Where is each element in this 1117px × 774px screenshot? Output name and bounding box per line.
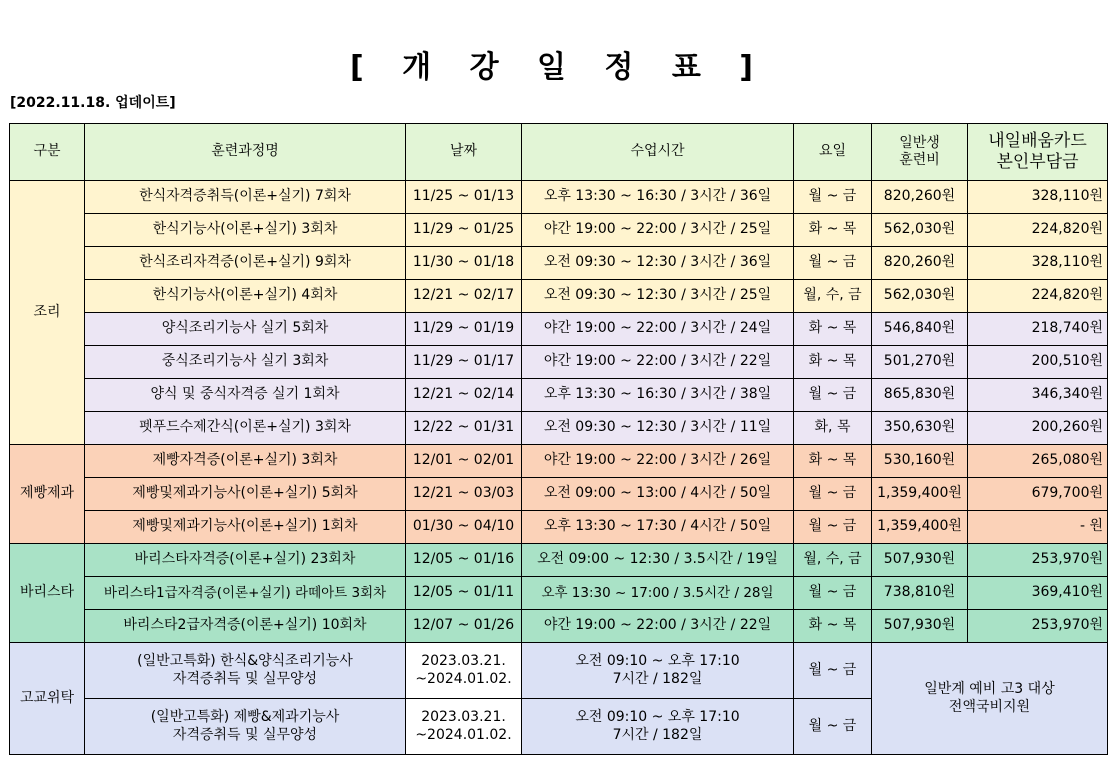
course-fee: 820,260원 [872, 247, 968, 280]
course-card: 200,260원 [968, 412, 1108, 445]
school-time-line2: 7시간 / 182일 [612, 670, 703, 687]
course-fee: 562,030원 [872, 280, 968, 313]
school-course-line1: (일반고특화) 한식&양식조리기능사 [137, 653, 353, 669]
table-row [10, 379, 1108, 412]
school-date-line1: 2023.03.21. [421, 709, 506, 725]
header-date: 날짜 [406, 124, 522, 181]
course-card: 218,740원 [968, 313, 1108, 346]
school-course-line2: 자격증취득 및 실무양성 [172, 726, 318, 743]
course-card: 253,970원 [968, 544, 1108, 577]
course-date: 11/29 ~ 01/19 [406, 313, 522, 346]
course-days: 월 ~ 금 [794, 577, 872, 610]
course-days: 월 ~ 금 [794, 478, 872, 511]
course-date: 11/25 ~ 01/13 [406, 181, 522, 214]
course-name: 한식조리자격증(이론+실기) 9회차 [85, 247, 406, 280]
table-row [10, 643, 1108, 699]
course-card: 346,340원 [968, 379, 1108, 412]
course-card: 265,080원 [968, 445, 1108, 478]
schedule-table [9, 123, 1108, 755]
update-date: [2022.11.18. 업데이트] [10, 95, 176, 111]
table-row [10, 247, 1108, 280]
course-days: 월, 수, 금 [794, 544, 872, 577]
school-course-date [406, 699, 522, 755]
table-row [10, 544, 1108, 577]
school-date-line2: ~2024.01.02. [415, 670, 512, 687]
course-name: 한식기능사(이론+실기) 4회차 [85, 280, 406, 313]
course-card: 253,970원 [968, 610, 1108, 643]
course-card: 200,510원 [968, 346, 1108, 379]
school-date-line1: 2023.03.21. [421, 653, 506, 669]
table-row [10, 478, 1108, 511]
table-row [10, 313, 1108, 346]
school-support-line1: 일반계 예비 고3 대상 [924, 681, 1055, 697]
course-fee: 530,160원 [872, 445, 968, 478]
course-days: 화 ~ 목 [794, 610, 872, 643]
course-card: 328,110원 [968, 247, 1108, 280]
table-row [10, 181, 1108, 214]
course-date: 12/01 ~ 02/01 [406, 445, 522, 478]
course-date: 12/05 ~ 01/11 [406, 577, 522, 610]
table-row [10, 280, 1108, 313]
course-name: 중식조리기능사 실기 3회차 [85, 346, 406, 379]
course-date: 11/29 ~ 01/17 [406, 346, 522, 379]
course-fee: 507,930원 [872, 544, 968, 577]
course-date: 11/30 ~ 01/18 [406, 247, 522, 280]
school-date-line2: ~2024.01.02. [415, 726, 512, 743]
header-card-line2: 본인부담금 [996, 152, 1079, 172]
table-row [10, 610, 1108, 643]
course-date: 12/22 ~ 01/31 [406, 412, 522, 445]
school-time-line1: 오전 09:10 ~ 오후 17:10 [575, 653, 740, 669]
school-course-name [85, 643, 406, 699]
header-card-line1: 내일배움카드 [988, 130, 1087, 151]
school-course-line1: (일반고특화) 제빵&제과기능사 [150, 709, 340, 725]
table-row [10, 577, 1108, 610]
course-fee: 501,270원 [872, 346, 968, 379]
school-course-line2: 자격증취득 및 실무양성 [172, 670, 318, 687]
course-date: 01/30 ~ 04/10 [406, 511, 522, 544]
table-row [10, 346, 1108, 379]
course-time: 오전 09:00 ~ 13:00 / 4시간 / 50일 [522, 478, 794, 511]
course-time: 오전 09:30 ~ 12:30 / 3시간 / 25일 [522, 280, 794, 313]
course-card: 328,110원 [968, 181, 1108, 214]
course-days: 화 ~ 목 [794, 346, 872, 379]
school-time-line2: 7시간 / 182일 [612, 726, 703, 743]
course-name: 제빵및제과기능사(이론+실기) 1회차 [85, 511, 406, 544]
course-name: 바리스타2급자격증(이론+실기) 10회차 [85, 610, 406, 643]
course-name: 펫푸드수제간식(이론+실기) 3회차 [85, 412, 406, 445]
course-date: 12/07 ~ 01/26 [406, 610, 522, 643]
school-time-line1: 오전 09:10 ~ 오후 17:10 [575, 709, 740, 725]
course-time: 야간 19:00 ~ 22:00 / 3시간 / 24일 [522, 313, 794, 346]
course-days: 월 ~ 금 [794, 247, 872, 280]
course-fee: 350,630원 [872, 412, 968, 445]
school-course-name [85, 699, 406, 755]
course-time: 오전 09:30 ~ 12:30 / 3시간 / 11일 [522, 412, 794, 445]
course-card: - 원 [968, 511, 1108, 544]
header-days: 요일 [794, 124, 872, 181]
course-fee: 546,840원 [872, 313, 968, 346]
course-fee: 562,030원 [872, 214, 968, 247]
course-card: 224,820원 [968, 280, 1108, 313]
course-name: 바리스타자격증(이론+실기) 23회차 [85, 544, 406, 577]
category-cooking: 조리 [10, 181, 85, 445]
school-course-time [522, 643, 794, 699]
course-card: 369,410원 [968, 577, 1108, 610]
course-time: 오전 09:30 ~ 12:30 / 3시간 / 36일 [522, 247, 794, 280]
course-date: 12/21 ~ 02/14 [406, 379, 522, 412]
course-days: 화 ~ 목 [794, 445, 872, 478]
school-support-line2: 전액국비지원 [948, 698, 1031, 715]
course-name: 한식기능사(이론+실기) 3회차 [85, 214, 406, 247]
course-date: 12/21 ~ 02/17 [406, 280, 522, 313]
course-days: 화 ~ 목 [794, 313, 872, 346]
course-fee: 820,260원 [872, 181, 968, 214]
header-row [10, 124, 1108, 181]
course-time: 오후 13:30 ~ 16:30 / 3시간 / 38일 [522, 379, 794, 412]
course-days: 월 ~ 금 [794, 181, 872, 214]
course-name: 양식조리기능사 실기 5회차 [85, 313, 406, 346]
course-time: 야간 19:00 ~ 22:00 / 3시간 / 22일 [522, 610, 794, 643]
course-days: 월 ~ 금 [794, 511, 872, 544]
course-name: 제빵자격증(이론+실기) 3회차 [85, 445, 406, 478]
course-fee: 1,359,400원 [872, 511, 968, 544]
course-fee: 1,359,400원 [872, 478, 968, 511]
school-course-days: 월 ~ 금 [794, 643, 872, 699]
course-days: 월, 수, 금 [794, 280, 872, 313]
header-fee-line1: 일반생 [899, 134, 940, 151]
table-row [10, 511, 1108, 544]
course-days: 화, 목 [794, 412, 872, 445]
course-date: 12/05 ~ 01/16 [406, 544, 522, 577]
header-course: 훈련과정명 [85, 124, 406, 181]
table-row [10, 445, 1108, 478]
school-course-date [406, 643, 522, 699]
course-fee: 507,930원 [872, 610, 968, 643]
course-card: 679,700원 [968, 478, 1108, 511]
course-name: 양식 및 중식자격증 실기 1회차 [85, 379, 406, 412]
course-date: 11/29 ~ 01/25 [406, 214, 522, 247]
category-bakery: 제빵제과 [10, 445, 85, 544]
table-row [10, 412, 1108, 445]
header-card [968, 124, 1108, 181]
course-time: 오후 13:30 ~ 17:00 / 3.5시간 / 28일 [522, 577, 794, 610]
course-time: 오전 09:00 ~ 12:30 / 3.5시간 / 19일 [522, 544, 794, 577]
category-barista: 바리스타 [10, 544, 85, 643]
page-title: [ 개 강 일 정 표 ] [350, 50, 767, 85]
header-fee [872, 124, 968, 181]
course-days: 월 ~ 금 [794, 379, 872, 412]
table-row [10, 214, 1108, 247]
header-time: 수업시간 [522, 124, 794, 181]
header-fee-line2: 훈련비 [899, 152, 940, 168]
course-time: 야간 19:00 ~ 22:00 / 3시간 / 25일 [522, 214, 794, 247]
category-school: 고교위탁 [10, 643, 85, 755]
course-days: 화 ~ 목 [794, 214, 872, 247]
course-time: 오후 13:30 ~ 16:30 / 3시간 / 36일 [522, 181, 794, 214]
course-time: 야간 19:00 ~ 22:00 / 3시간 / 22일 [522, 346, 794, 379]
course-name: 한식자격증취득(이론+실기) 7회차 [85, 181, 406, 214]
header-category: 구분 [10, 124, 85, 181]
course-name: 제빵및제과기능사(이론+실기) 5회차 [85, 478, 406, 511]
school-course-days: 월 ~ 금 [794, 699, 872, 755]
course-card: 224,820원 [968, 214, 1108, 247]
school-support-note [872, 643, 1108, 755]
course-fee: 738,810원 [872, 577, 968, 610]
course-fee: 865,830원 [872, 379, 968, 412]
school-course-time [522, 699, 794, 755]
course-time: 오후 13:30 ~ 17:30 / 4시간 / 50일 [522, 511, 794, 544]
course-name: 바리스타1급자격증(이론+실기) 라떼아트 3회차 [85, 577, 406, 610]
course-date: 12/21 ~ 03/03 [406, 478, 522, 511]
course-time: 야간 19:00 ~ 22:00 / 3시간 / 26일 [522, 445, 794, 478]
